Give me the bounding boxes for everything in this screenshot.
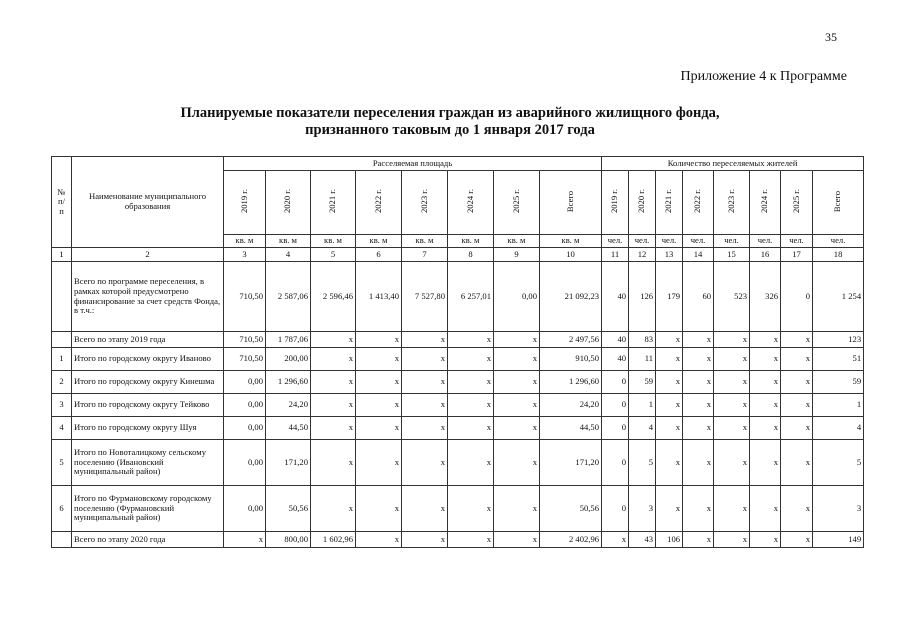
table-row <box>52 262 864 332</box>
table-row <box>52 486 864 532</box>
area-cell: 0,00 <box>224 486 266 532</box>
row-number: 4 <box>52 417 72 440</box>
row-number: 6 <box>52 486 72 532</box>
header-year <box>311 171 356 235</box>
header-year-label: 2020 г. <box>282 189 293 214</box>
people-cell: 51 <box>813 348 864 371</box>
area-cell: х <box>402 440 448 486</box>
people-cell: х <box>714 440 750 486</box>
people-cell: х <box>750 394 781 417</box>
municipality-name: Итого по городскому округу Кинешма <box>72 371 224 394</box>
area-cell: 24,20 <box>540 394 602 417</box>
people-cell: 5 <box>629 440 656 486</box>
people-cell: 326 <box>750 262 781 332</box>
header-year-label: Всего <box>564 190 575 212</box>
people-cell: х <box>781 417 813 440</box>
row-number <box>52 332 72 348</box>
municipality-name: Итого по городскому округу Тейково <box>72 394 224 417</box>
area-cell: 710,50 <box>224 348 266 371</box>
area-cell: х <box>494 348 540 371</box>
area-cell: 171,20 <box>266 440 311 486</box>
people-cell: х <box>683 486 714 532</box>
header-unit: чел. <box>629 235 656 248</box>
column-number: 16 <box>750 248 781 262</box>
area-cell: х <box>494 332 540 348</box>
table-row <box>52 332 864 348</box>
area-cell: х <box>356 417 402 440</box>
header-year <box>602 171 629 235</box>
municipality-name: Всего по этапу 2019 года <box>72 332 224 348</box>
table-row <box>52 394 864 417</box>
municipality-name: Итого по городскому округу Иваново <box>72 348 224 371</box>
people-cell: 0 <box>602 417 629 440</box>
header-year-label: 2025 г. <box>510 189 521 214</box>
column-number: 18 <box>813 248 864 262</box>
resettlement-table <box>51 156 864 548</box>
area-cell: 1 413,40 <box>356 262 402 332</box>
people-cell: х <box>781 371 813 394</box>
area-cell: х <box>448 394 494 417</box>
people-cell: 0 <box>781 262 813 332</box>
column-number: 3 <box>224 248 266 262</box>
page-number: 35 <box>825 30 837 44</box>
people-cell: х <box>683 332 714 348</box>
area-cell: 50,56 <box>266 486 311 532</box>
table-row <box>52 371 864 394</box>
column-number: 15 <box>714 248 750 262</box>
header-unit: кв. м <box>224 235 266 248</box>
header-year <box>402 171 448 235</box>
people-cell: х <box>683 348 714 371</box>
area-cell: х <box>448 532 494 548</box>
people-cell: 3 <box>813 486 864 532</box>
header-year <box>750 171 781 235</box>
header-year <box>656 171 683 235</box>
row-number: 3 <box>52 394 72 417</box>
people-cell: 126 <box>629 262 656 332</box>
area-cell: 0,00 <box>224 440 266 486</box>
page-title <box>150 105 750 139</box>
area-cell: х <box>224 532 266 548</box>
area-cell: х <box>448 332 494 348</box>
people-cell: 1 254 <box>813 262 864 332</box>
area-cell: х <box>311 486 356 532</box>
area-cell: 2 402,96 <box>540 532 602 548</box>
area-cell: 171,20 <box>540 440 602 486</box>
header-year <box>781 171 813 235</box>
people-cell: х <box>656 348 683 371</box>
area-cell: х <box>402 371 448 394</box>
header-year <box>714 171 750 235</box>
header-year-label: 2022 г. <box>372 189 383 214</box>
area-cell: 21 092,23 <box>540 262 602 332</box>
people-cell: х <box>714 417 750 440</box>
column-number: 1 <box>52 248 72 262</box>
area-cell: х <box>448 486 494 532</box>
people-cell: х <box>781 394 813 417</box>
area-cell: х <box>311 348 356 371</box>
people-cell: 179 <box>656 262 683 332</box>
area-cell: х <box>402 417 448 440</box>
people-cell: х <box>656 371 683 394</box>
header-unit: чел. <box>683 235 714 248</box>
people-cell: 59 <box>813 371 864 394</box>
people-cell: 0 <box>602 371 629 394</box>
header-unit: чел. <box>813 235 864 248</box>
header-unit: кв. м <box>311 235 356 248</box>
people-cell: 0 <box>602 440 629 486</box>
people-cell: 106 <box>656 532 683 548</box>
area-cell: 910,50 <box>540 348 602 371</box>
people-cell: х <box>714 348 750 371</box>
area-cell: 44,50 <box>540 417 602 440</box>
header-year <box>224 171 266 235</box>
header-year-label: 2019 г. <box>238 189 249 214</box>
header-year-label: 2024 г. <box>759 189 770 214</box>
area-cell: 1 602,96 <box>311 532 356 548</box>
row-number: 5 <box>52 440 72 486</box>
people-cell: 11 <box>629 348 656 371</box>
area-cell: 0,00 <box>224 394 266 417</box>
people-cell: х <box>656 394 683 417</box>
header-year <box>494 171 540 235</box>
column-number: 14 <box>683 248 714 262</box>
header-name: Наименование муниципального образования <box>72 157 224 248</box>
table-row <box>52 417 864 440</box>
title-line-1: Планируемые показатели переселения граждан из аварийного жилищного фонда, <box>180 105 720 121</box>
column-number: 7 <box>402 248 448 262</box>
area-cell: х <box>448 371 494 394</box>
area-cell: х <box>448 348 494 371</box>
area-cell: х <box>356 532 402 548</box>
people-cell: 123 <box>813 332 864 348</box>
header-year <box>540 171 602 235</box>
people-cell: х <box>714 486 750 532</box>
people-cell: 0 <box>602 394 629 417</box>
people-cell: х <box>781 348 813 371</box>
column-number: 2 <box>72 248 224 262</box>
area-cell: 1 787,06 <box>266 332 311 348</box>
area-cell: 710,50 <box>224 332 266 348</box>
people-cell: х <box>750 332 781 348</box>
column-number: 4 <box>266 248 311 262</box>
table-row <box>52 348 864 371</box>
header-year-label: 2023 г. <box>725 189 736 214</box>
area-cell: х <box>402 332 448 348</box>
people-cell: х <box>750 348 781 371</box>
people-cell: х <box>750 486 781 532</box>
table-row <box>52 440 864 486</box>
people-cell: х <box>683 440 714 486</box>
area-cell: х <box>356 371 402 394</box>
people-cell: х <box>714 332 750 348</box>
header-unit: кв. м <box>266 235 311 248</box>
header-unit: чел. <box>781 235 813 248</box>
people-cell: х <box>683 394 714 417</box>
header-year <box>813 171 864 235</box>
people-cell: 5 <box>813 440 864 486</box>
area-cell: х <box>494 371 540 394</box>
area-cell: х <box>494 440 540 486</box>
area-cell: 1 296,60 <box>540 371 602 394</box>
people-cell: 60 <box>683 262 714 332</box>
header-year-label: 2024 г. <box>464 189 475 214</box>
header-year-label: 2025 г. <box>790 189 801 214</box>
row-number <box>52 262 72 332</box>
area-cell: х <box>311 332 356 348</box>
header-year <box>448 171 494 235</box>
area-cell: 0,00 <box>494 262 540 332</box>
people-cell: х <box>656 417 683 440</box>
area-cell: х <box>402 394 448 417</box>
table-row <box>52 532 864 548</box>
column-number: 9 <box>494 248 540 262</box>
area-cell: х <box>402 348 448 371</box>
header-unit: чел. <box>602 235 629 248</box>
header-no: № п/ п <box>52 157 72 248</box>
people-cell: 43 <box>629 532 656 548</box>
area-cell: х <box>311 371 356 394</box>
municipality-name: Всего по программе переселения, в рамках которой предусмотрено финансирование за счет средств Фонда, в т.ч.: <box>72 262 224 332</box>
area-cell: 50,56 <box>540 486 602 532</box>
header-year <box>266 171 311 235</box>
area-cell: 6 257,01 <box>448 262 494 332</box>
area-cell: х <box>402 532 448 548</box>
people-cell: х <box>656 332 683 348</box>
municipality-name: Всего по этапу 2020 года <box>72 532 224 548</box>
municipality-name: Итого по Фурмановскому городскому поселению (Фурмановский муниципальный район) <box>72 486 224 532</box>
area-cell: х <box>356 486 402 532</box>
area-cell: 44,50 <box>266 417 311 440</box>
row-number: 2 <box>52 371 72 394</box>
people-cell: 40 <box>602 348 629 371</box>
people-cell: х <box>602 532 629 548</box>
row-number: 1 <box>52 348 72 371</box>
header-year <box>356 171 402 235</box>
header-unit: кв. м <box>540 235 602 248</box>
area-cell: х <box>494 532 540 548</box>
people-cell: 523 <box>714 262 750 332</box>
people-cell: х <box>750 417 781 440</box>
people-cell: 40 <box>602 262 629 332</box>
people-cell: х <box>750 532 781 548</box>
area-cell: х <box>356 348 402 371</box>
column-number: 13 <box>656 248 683 262</box>
people-cell: 149 <box>813 532 864 548</box>
people-cell: х <box>656 440 683 486</box>
area-cell: 24,20 <box>266 394 311 417</box>
header-year <box>629 171 656 235</box>
people-cell: 1 <box>813 394 864 417</box>
area-cell: 2 497,56 <box>540 332 602 348</box>
people-cell: 4 <box>629 417 656 440</box>
area-cell: х <box>356 394 402 417</box>
people-cell: 83 <box>629 332 656 348</box>
area-cell: х <box>494 394 540 417</box>
area-cell: х <box>311 394 356 417</box>
people-cell: 1 <box>629 394 656 417</box>
people-cell: х <box>781 486 813 532</box>
header-unit: кв. м <box>494 235 540 248</box>
area-cell: х <box>311 417 356 440</box>
people-cell: х <box>781 440 813 486</box>
header-year <box>683 171 714 235</box>
header-unit: кв. м <box>356 235 402 248</box>
people-cell: 0 <box>602 486 629 532</box>
people-cell: х <box>656 486 683 532</box>
column-number: 10 <box>540 248 602 262</box>
header-unit: чел. <box>714 235 750 248</box>
area-cell: 0,00 <box>224 417 266 440</box>
header-unit: кв. м <box>402 235 448 248</box>
people-cell: 3 <box>629 486 656 532</box>
people-cell: х <box>683 532 714 548</box>
people-cell: 59 <box>629 371 656 394</box>
area-cell: х <box>494 486 540 532</box>
people-cell: 40 <box>602 332 629 348</box>
header-year-label: 2023 г. <box>418 189 429 214</box>
header-area-group: Расселяемая площадь <box>224 157 602 171</box>
column-number: 11 <box>602 248 629 262</box>
row-number <box>52 532 72 548</box>
people-cell: х <box>683 417 714 440</box>
header-year-label: 2019 г. <box>609 189 620 214</box>
column-number: 5 <box>311 248 356 262</box>
header-unit: чел. <box>656 235 683 248</box>
people-cell: 4 <box>813 417 864 440</box>
area-cell: х <box>494 417 540 440</box>
area-cell: 710,50 <box>224 262 266 332</box>
area-cell: х <box>356 440 402 486</box>
people-cell: х <box>714 371 750 394</box>
column-number: 8 <box>448 248 494 262</box>
people-cell: х <box>781 532 813 548</box>
people-cell: х <box>750 371 781 394</box>
header-year-label: 2022 г. <box>692 189 703 214</box>
area-cell: 7 527,80 <box>402 262 448 332</box>
header-year-label: 2021 г. <box>663 189 674 214</box>
people-cell: х <box>714 532 750 548</box>
area-cell: 1 296,60 <box>266 371 311 394</box>
header-unit: кв. м <box>448 235 494 248</box>
area-cell: 800,00 <box>266 532 311 548</box>
appendix-label: Приложение 4 к Программе <box>680 69 847 84</box>
column-number: 17 <box>781 248 813 262</box>
area-cell: 2 596,46 <box>311 262 356 332</box>
column-number: 12 <box>629 248 656 262</box>
area-cell: х <box>448 417 494 440</box>
area-cell: х <box>402 486 448 532</box>
area-cell: 2 587,06 <box>266 262 311 332</box>
header-people-group: Количество переселяемых жителей <box>602 157 864 171</box>
area-cell: х <box>311 440 356 486</box>
people-cell: х <box>714 394 750 417</box>
area-cell: х <box>448 440 494 486</box>
title-line-2: признанного таковым до 1 января 2017 года <box>305 122 595 138</box>
area-cell: 200,00 <box>266 348 311 371</box>
header-unit: чел. <box>750 235 781 248</box>
header-year-label: Всего <box>832 190 843 212</box>
municipality-name: Итого по городскому округу Шуя <box>72 417 224 440</box>
column-number: 6 <box>356 248 402 262</box>
people-cell: х <box>750 440 781 486</box>
header-year-label: 2021 г. <box>327 189 338 214</box>
people-cell: х <box>683 371 714 394</box>
municipality-name: Итого по Новоталицкому сельскому поселению (Ивановский муниципальный район) <box>72 440 224 486</box>
area-cell: х <box>356 332 402 348</box>
header-year-label: 2020 г. <box>636 189 647 214</box>
people-cell: х <box>781 332 813 348</box>
area-cell: 0,00 <box>224 371 266 394</box>
